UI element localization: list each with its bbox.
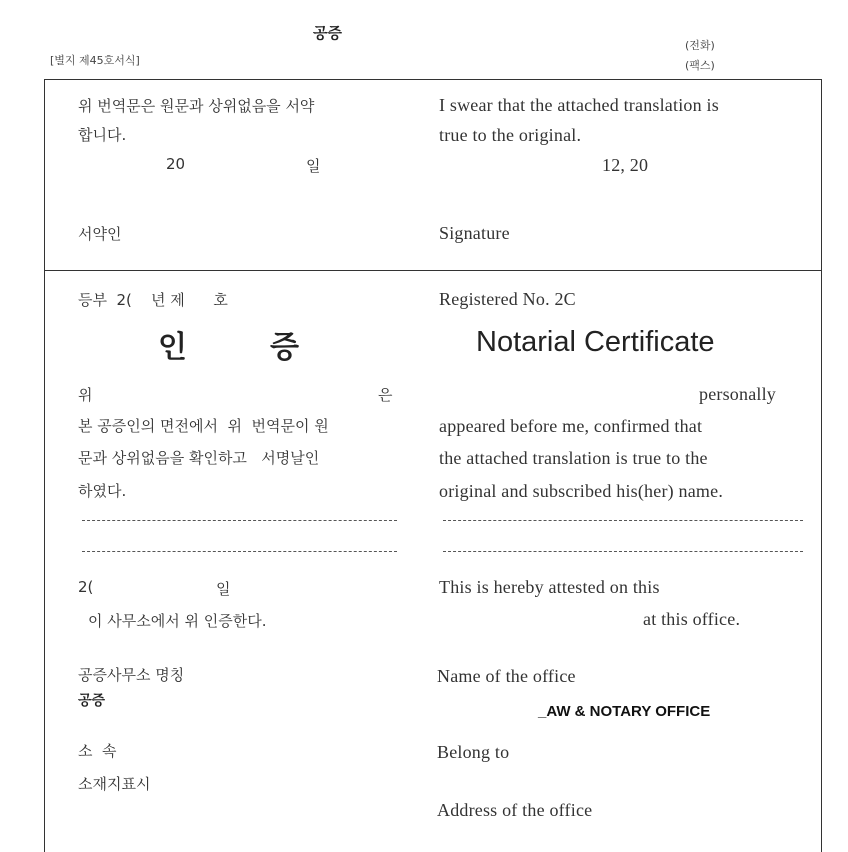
address-ko-label: 소재지표시: [78, 775, 151, 793]
office-name-en-label: Name of the office: [437, 666, 576, 686]
oath-ko-line1: 위 번역문은 원문과 상위없음을 서약: [78, 97, 315, 115]
cert-ko-eun: 은: [378, 386, 393, 404]
cert-title-en: Notarial Certificate: [476, 326, 715, 358]
address-en-label: Address of the office: [437, 800, 593, 820]
frame-right-border: [821, 79, 822, 852]
registry-ko: 등부 2( 년 제 호: [78, 291, 228, 309]
frame-left-border: [44, 79, 45, 852]
cert-en-line1: personally: [699, 384, 776, 404]
oath-ko-signer: 서약인: [78, 225, 122, 243]
oath-ko-line2: 합니다.: [78, 126, 127, 144]
cert-en-attest-2: at this office.: [643, 609, 741, 629]
cert-en-attest-1: This is hereby attested on this: [439, 577, 660, 597]
belong-ko-label: 소 속: [78, 742, 117, 760]
section-divider: [44, 270, 822, 271]
cert-ko-wi: 위: [78, 386, 93, 404]
dashed-line-ko-1: [82, 520, 397, 521]
oath-en-date: 12, 20: [602, 155, 649, 175]
oath-en-signature: Signature: [439, 223, 510, 243]
cert-en-line4: original and subscribed his(her) name.: [439, 481, 724, 501]
office-name-ko-label: 공증사무소 명칭: [78, 666, 185, 684]
cert-ko-line3: 문과 상위없음을 확인하고 서명날인: [78, 449, 320, 467]
cert-ko-line4: 하였다.: [78, 482, 127, 500]
cert-title-ko-left: 인: [158, 330, 187, 365]
cert-en-line3: the attached translation is true to the: [439, 448, 708, 468]
oath-en-line2: true to the original.: [439, 125, 582, 145]
cert-ko-date-year: 2(: [78, 578, 94, 596]
cert-en-line2: appeared before me, confirmed that: [439, 416, 703, 436]
cert-title-ko-right: 증: [270, 330, 299, 365]
fax-label: (팩스): [685, 59, 715, 72]
frame-top-border: [44, 79, 822, 80]
oath-ko-day: 일: [306, 157, 321, 175]
belong-en-label: Belong to: [437, 742, 510, 762]
registry-en: Registered No. 2C: [439, 289, 576, 309]
page-title: 공증: [313, 24, 342, 42]
dashed-line-en-1: [443, 520, 803, 521]
cert-ko-attest: 이 사무소에서 위 인증한다.: [88, 612, 267, 630]
dashed-line-ko-2: [82, 551, 397, 552]
oath-ko-year: 20: [166, 155, 186, 173]
office-name-en-value: _AW & NOTARY OFFICE: [538, 703, 711, 720]
cert-ko-line2: 본 공증인의 면전에서 위 번역문이 원: [78, 417, 329, 435]
oath-en-line1: I swear that the attached translation is: [439, 95, 719, 115]
phone-label: (전화): [685, 39, 715, 52]
cert-ko-date-day: 일: [216, 580, 231, 598]
form-number: [별지 제45호서식]: [50, 54, 140, 67]
dashed-line-en-2: [443, 551, 803, 552]
office-name-ko-value: 공증: [78, 693, 106, 709]
